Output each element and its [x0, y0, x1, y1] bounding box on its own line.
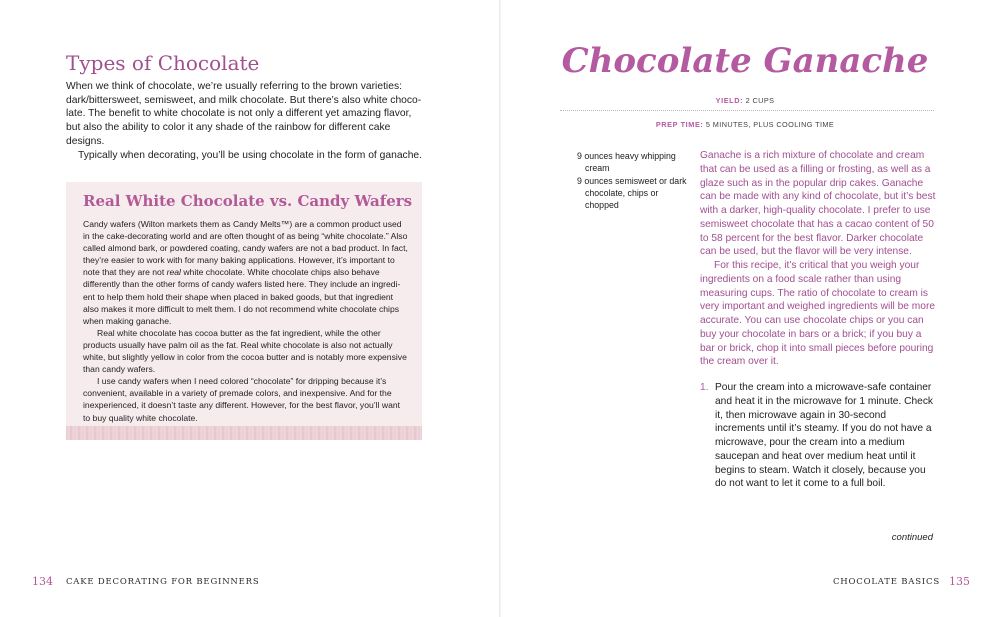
prep-label: PREP TIME:: [655, 120, 704, 129]
sidebar-paragraph: [83, 218, 408, 327]
sidebar-paragraph: I use candy wafers when I need colored “chocolate” for dripping because it’s convenient, available in a variety of premade colors, and inexpensive. And for the inexperienced, it doesn’t taste any different. However, for the best flavor, you’ll want to buy quality white chocolate.: [83, 376, 401, 423]
section-body: [66, 80, 422, 162]
section-title: Types of Chocolate: [66, 51, 260, 75]
body-paragraph: Typically when decorating, you’ll be using chocolate in the form of ganache.: [78, 149, 423, 161]
intro-paragraph: Ganache is a rich mixture of chocolate and cream that can be used as a filling or frosting, as well as a glaze such as in the popular drip cakes. Ganache can be made with any kind of chocolate, but it’s best with a darker, high-quality chocolate. I prefer to use semisweet chocolate that has a cacao content of 50 to 58 percent for the best flavor. Darker chocolate can be used, but the flavor will be very intense.: [700, 150, 936, 258]
body-paragraph: When we think of chocolate, we’re usually referring to the brown varieties: dark/bittersweet, semisweet, and milk chocolate. But there’s also white chocolate. The benefit to white chocolate is not only a different yet amazing flavor, but also the ability to color it any shade of the rainbow for different cake designs.: [66, 81, 422, 147]
divider: [560, 110, 934, 111]
ingredient-list: [577, 150, 692, 211]
step-text: Pour the cream into a microwave-safe container and heat it in the microwave for 1 minute. Check it, then microwave again in 30-second increments until it’s steamy. If you do not have a microwave, pour the cream into a medium saucepan and heat over medium heat until it begins to steam. Watch it closely, because you do not want to let it come to a full boil.: [715, 382, 934, 490]
ingredient-item: 9 ounces semisweet or dark chocolate, chips or chopped: [577, 175, 687, 211]
ingredient-item: 9 ounces heavy whipping cream: [577, 151, 676, 174]
sidebar-text: Candy wafers (Wilton markets them as Candy Melts™) are a common product used in the cake-decorating world and are often thought of as being “white chocolate.” Also called almond bark, or powdered coating, candy wafers are not a bad product. In fact, they’re easier to work with for many baking applications. However, it’s important to note that they are not: [83, 219, 408, 278]
step-number: 1.: [700, 382, 709, 393]
running-head-right: CHOCOLATE BASICS: [833, 577, 940, 587]
sidebar-box: [66, 182, 422, 440]
sidebar-title: Real White Chocolate vs. Candy Wafers: [83, 192, 413, 210]
recipe-intro: [700, 149, 936, 369]
prep-value: 5 MINUTES, PLUS COOLING TIME: [705, 120, 835, 129]
sidebar-text: white chocolate. White chocolate chips also behave differently than the other forms of candy wafers listed here. They include an ingredient to help them hold their shape when placed in baked goods, but that ingredient also makes it more difficult to melt them. I do not recommend white chocolate chips when making ganache.: [83, 267, 401, 326]
running-head-left: CAKE DECORATING FOR BEGINNERS: [66, 577, 260, 587]
page-number-left: 134: [32, 575, 53, 588]
recipe-title: Chocolate Ganache: [561, 41, 929, 81]
yield-label: YIELD:: [715, 96, 744, 105]
recipe-yield: [560, 96, 930, 105]
intro-paragraph: For this recipe, it’s critical that you weigh your ingredients on a food scale rather than using measuring cups. The ratio of chocolate to cream is very important and weighed ingredients will be more accurate. You can use chocolate chips or you can buy your chocolate in bars or a brick; if you buy a bar or brick, chop it into small pieces before pouring the cream over it.: [700, 260, 935, 368]
sidebar-emphasis: real: [166, 267, 181, 278]
page-number-right: 135: [949, 575, 970, 588]
step-item: [700, 381, 936, 491]
sidebar-body: [83, 218, 408, 424]
sidebar-paragraph: Real white chocolate has cocoa butter as the fat ingredient, while the other products usually have palm oil as the fat. Real white chocolate is also not actually white, but slightly yellow in color from the cocoa butter and is notably more expensive than candy wafers.: [83, 327, 407, 375]
continued-label: continued: [891, 532, 933, 543]
page-gutter: [499, 0, 501, 617]
yield-value: 2 CUPS: [745, 96, 775, 105]
prep-time: [560, 120, 930, 129]
decorative-texture-strip: [66, 426, 422, 440]
recipe-steps: [700, 381, 936, 491]
